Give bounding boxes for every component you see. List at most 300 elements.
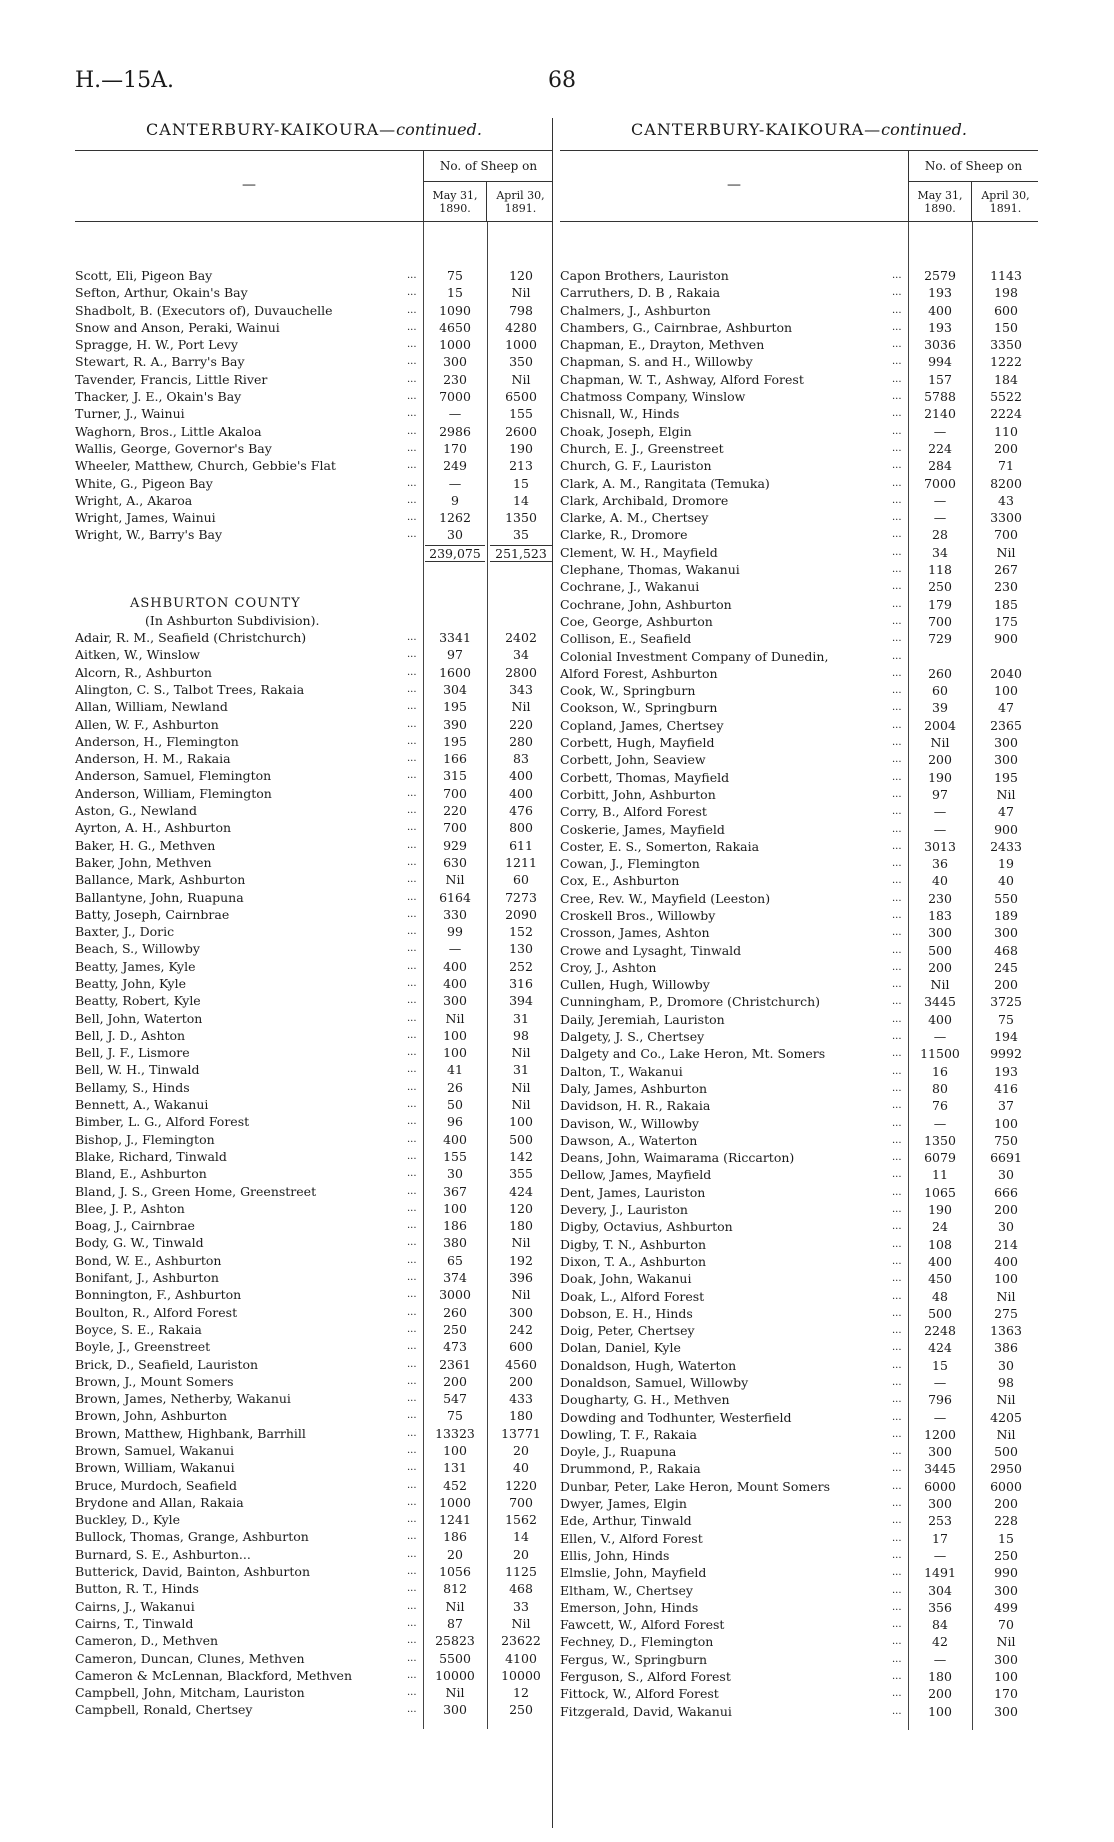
sheep-1891: Nil (511, 1287, 531, 1303)
sheep-1891: 386 (994, 1340, 1018, 1356)
table-row (560, 1115, 1038, 1132)
sheep-1891: 6000 (990, 1478, 1022, 1494)
sheep-1890: 400 (443, 958, 467, 974)
sheep-1891: 424 (509, 1183, 533, 1199)
table-row (560, 1305, 1038, 1322)
sheep-1890: 97 (932, 786, 948, 802)
leader-dots: ... (407, 321, 417, 333)
leader-dots: ... (892, 1428, 902, 1440)
sheep-1890: 28 (932, 527, 948, 543)
sheep-1890: 4650 (439, 319, 471, 335)
leader-dots: ... (892, 979, 902, 991)
entry-name: Fawcett, W., Alford Forest (560, 1617, 725, 1633)
leader-dots: ... (407, 926, 417, 938)
leader-dots: ... (407, 1548, 417, 1560)
table-row (560, 648, 1038, 665)
sheep-1890: 20 (447, 1546, 463, 1562)
leader-dots: ... (407, 787, 417, 799)
sheep-1891: 150 (994, 319, 1018, 335)
leader-dots: ... (892, 1549, 902, 1561)
table-row (75, 405, 553, 422)
sheep-1890: 994 (928, 354, 952, 370)
leader-dots: ... (407, 339, 417, 351)
leader-dots: ... (407, 494, 417, 506)
sheep-1891: 9992 (990, 1046, 1022, 1062)
table-row (75, 716, 553, 733)
entry-name: Dobson, E. H., Hinds (560, 1305, 693, 1321)
table-row (560, 1339, 1038, 1356)
sheep-1890: 7000 (439, 389, 471, 405)
table-row (75, 923, 553, 940)
sheep-1890: 315 (443, 768, 467, 784)
sheep-1890: — (933, 1547, 947, 1563)
table-row (75, 1044, 553, 1061)
sheep-1891: 611 (509, 837, 533, 853)
sheep-1891: 4280 (505, 319, 537, 335)
entry-name: Ferguson, S., Alford Forest (560, 1669, 731, 1685)
sheep-1890: 180 (928, 1669, 952, 1685)
table-row (560, 302, 1038, 319)
entry-name: Cameron, Duncan, Clunes, Methven (75, 1650, 305, 1666)
entry-name: Church, G. F., Lauriston (560, 458, 712, 474)
entry-name: Bell, J. D., Ashton (75, 1027, 186, 1043)
leader-dots: ... (892, 512, 902, 524)
sheep-1891: 83 (513, 751, 529, 767)
sheep-1891: 100 (994, 1669, 1018, 1685)
table-row (560, 475, 1038, 492)
table-row (75, 267, 553, 284)
sheep-1890: 186 (443, 1218, 467, 1234)
sheep-1891: 700 (994, 527, 1018, 543)
sheep-1890: 424 (928, 1340, 952, 1356)
table-row (75, 1131, 553, 1148)
table-row (560, 1288, 1038, 1305)
sheep-1891: 120 (509, 1200, 533, 1216)
sheep-1891: 98 (998, 1375, 1014, 1390)
table-row (75, 767, 553, 784)
table-row (560, 613, 1038, 630)
sheep-1890: 450 (928, 1271, 952, 1287)
sheep-1890: 80 (932, 1080, 948, 1096)
table-row (560, 993, 1038, 1010)
sheep-1890: 155 (443, 1148, 467, 1164)
sheep-1891: 750 (994, 1132, 1018, 1148)
table-row (560, 1218, 1038, 1235)
entry-name: Clark, A. M., Rangitata (Temuka) (560, 475, 770, 491)
table-row (75, 1580, 553, 1597)
sheep-1890: 200 (928, 959, 952, 975)
table-row (75, 388, 553, 405)
sheep-1890: 547 (443, 1391, 467, 1407)
leader-dots: ... (407, 735, 417, 747)
leader-dots: ... (407, 701, 417, 713)
sheep-1891: 31 (513, 1062, 529, 1078)
table-row (75, 940, 553, 957)
leader-dots: ... (892, 1601, 902, 1613)
entry-name: Baker, H. G., Methven (75, 837, 216, 853)
leader-dots: ... (407, 460, 417, 472)
sheep-1890: Nil (930, 977, 950, 993)
sheep-1890: 260 (443, 1304, 467, 1320)
table-row (560, 319, 1038, 336)
sheep-1890: 84 (932, 1617, 948, 1633)
sheep-1891: 2090 (505, 906, 537, 922)
sheep-1891: 15 (513, 475, 529, 491)
sheep-1890: 1491 (924, 1565, 956, 1581)
leader-dots: ... (892, 581, 902, 593)
entry-name: Cookson, W., Springburn (560, 700, 718, 716)
sheep-1891: 100 (994, 1115, 1018, 1131)
sheep-1890: 230 (928, 890, 952, 906)
leader-dots: ... (407, 649, 417, 661)
leader-dots: ... (407, 943, 417, 955)
entry-name: Allen, W. F., Ashburton (75, 716, 219, 732)
leader-dots: ... (407, 1047, 417, 1059)
sheep-1891: Nil (996, 1392, 1016, 1408)
table-row (560, 976, 1038, 993)
sheep-1890: 97 (447, 647, 463, 663)
leader-dots: ... (407, 529, 417, 541)
sheep-1890: 3013 (924, 838, 956, 854)
sheep-1890: 65 (447, 1252, 463, 1268)
sheep-1891: 666 (994, 1184, 1018, 1200)
sheep-1891: 2800 (505, 664, 537, 680)
sheep-1890: 300 (443, 993, 467, 1009)
entry-name: Cochrane, John, Ashburton (560, 596, 732, 612)
entry-name: Dalton, T., Wakanui (560, 1063, 683, 1079)
leader-dots: ... (892, 1031, 902, 1043)
table-row (560, 1236, 1038, 1253)
col-may-1890: May 31, 1890. (423, 181, 487, 221)
entry-name: Clarke, R., Dromore (560, 527, 688, 543)
sheep-1891: 195 (994, 769, 1018, 785)
table-row (75, 1667, 553, 1684)
sheep-1890: — (933, 423, 947, 439)
leader-dots: ... (892, 287, 902, 299)
table-row (560, 821, 1038, 838)
table-row (560, 1097, 1038, 1114)
leader-dots: ... (892, 1567, 902, 1579)
leader-dots: ... (892, 1048, 902, 1060)
sheep-1891: 15 (998, 1530, 1014, 1546)
entry-name: Corbitt, John, Ashburton (560, 786, 716, 802)
leader-dots: ... (407, 1704, 417, 1716)
sheep-1891: 1220 (505, 1477, 537, 1493)
entry-name: Crosson, James, Ashton (560, 925, 710, 941)
sheep-1890: 500 (928, 942, 952, 958)
sheep-1890: 380 (443, 1235, 467, 1251)
sheep-1891: 100 (509, 1114, 533, 1130)
sheep-1890: 300 (928, 1496, 952, 1512)
sheep-1891: 193 (994, 1063, 1018, 1079)
table-row (560, 353, 1038, 370)
sheep-1890: 15 (447, 285, 463, 301)
leader-dots: ... (892, 719, 902, 731)
table-row (75, 1459, 553, 1476)
table-row (75, 1338, 553, 1355)
leader-dots: ... (407, 1687, 417, 1699)
entry-name: Davison, W., Willowby (560, 1115, 699, 1131)
leader-dots: ... (892, 944, 902, 956)
entry-name: Devery, J., Lauriston (560, 1202, 688, 1218)
sheep-1890: — (933, 1029, 947, 1045)
leader-dots: ... (892, 737, 902, 749)
leader-dots: ... (407, 632, 417, 644)
sheep-1891: 40 (513, 1460, 529, 1476)
sheep-1890: 190 (928, 769, 952, 785)
table-row (560, 544, 1038, 561)
sheep-1891: 33 (513, 1598, 529, 1614)
sheep-1891: Nil (511, 1615, 531, 1631)
table-row (75, 353, 553, 370)
table-row (560, 907, 1038, 924)
sheep-1891: 267 (994, 562, 1018, 578)
sheep-1890: 2986 (439, 423, 471, 439)
sheep-1891: 34 (513, 647, 529, 663)
leader-dots: ... (892, 1480, 902, 1492)
entry-name: Bennett, A., Wakanui (75, 1097, 209, 1113)
sheep-1891: 1125 (505, 1564, 537, 1580)
entry-name: Carruthers, D. B , Rakaia (560, 285, 721, 301)
table-row (560, 1184, 1038, 1201)
table-row (560, 457, 1038, 474)
entry-name: Coskerie, James, Mayfield (560, 821, 725, 837)
leader-dots: ... (892, 840, 902, 852)
sheep-1891: 110 (994, 423, 1018, 439)
entry-name: Dowding and Todhunter, Westerfield (560, 1409, 792, 1425)
entry-name: Brown, J., Mount Somers (75, 1373, 234, 1389)
entry-name: Doak, L., Alford Forest (560, 1288, 705, 1304)
total-row (75, 544, 553, 561)
sheep-1891: 213 (509, 458, 533, 474)
sheep-1890: 400 (443, 1131, 467, 1147)
leader-dots: ... (407, 408, 417, 420)
entry-name: Dent, James, Lauriston (560, 1184, 706, 1200)
leader-dots: ... (892, 1359, 902, 1371)
leader-dots: ... (407, 1566, 417, 1578)
table-row (75, 975, 553, 992)
entry-name: Boyce, S. E., Rakaia (75, 1321, 202, 1337)
sheep-1891: 12 (513, 1685, 529, 1701)
table-row (560, 1478, 1038, 1495)
entry-name: Body, G. W., Tinwald (75, 1235, 204, 1251)
sheep-1891: 550 (994, 890, 1018, 906)
sheep-1891: 100 (994, 683, 1018, 699)
sheep-1891: 416 (994, 1080, 1018, 1096)
entry-name: Chatmoss Company, Winslow (560, 389, 746, 405)
leader-dots: ... (407, 1427, 417, 1439)
table-row (560, 751, 1038, 768)
sheep-1890: 253 (928, 1513, 952, 1529)
entry-name: Bland, E., Ashburton (75, 1166, 207, 1182)
entry-name: Adair, R. M., Seafield (Christchurch) (75, 630, 307, 646)
table-row (75, 319, 553, 336)
leader-dots: ... (892, 806, 902, 818)
sheep-1890: 11500 (920, 1046, 960, 1062)
sheep-1890: 230 (443, 371, 467, 387)
entry-name: Brick, D., Seafield, Lauriston (75, 1356, 259, 1372)
leader-dots: ... (892, 875, 902, 887)
col-april-1891: April 30, 1891. (981, 189, 1030, 215)
leader-dots: ... (407, 805, 417, 817)
sheep-1891: Nil (511, 1097, 531, 1113)
sheep-1890: 500 (928, 1305, 952, 1321)
entry-name: Crowe and Lysaght, Tinwald (560, 942, 742, 958)
entry-name: Brown, Samuel, Wakanui (75, 1443, 234, 1458)
entry-name: Croy, J., Ashton (560, 959, 657, 975)
entry-name: Chapman, E., Drayton, Methven (560, 337, 765, 353)
table-row (75, 1477, 553, 1494)
leader-dots: ... (892, 1636, 902, 1648)
leader-dots: ... (892, 339, 902, 351)
leader-dots: ... (407, 1168, 417, 1180)
sheep-1890: 75 (447, 268, 463, 283)
sheep-1891: 6691 (990, 1150, 1022, 1166)
leader-dots: ... (892, 1584, 902, 1596)
sheep-1890: 250 (443, 1321, 467, 1337)
sheep-1891: 245 (994, 959, 1018, 975)
sheep-1890: 76 (932, 1098, 948, 1114)
entry-name: Cairns, T., Tinwald (75, 1615, 194, 1631)
entry-name: Bell, W. H., Tinwald (75, 1062, 200, 1078)
entry-name: Cunningham, P., Dromore (Christchurch) (560, 994, 821, 1010)
sheep-1891: 343 (509, 681, 533, 697)
table-row (560, 1495, 1038, 1512)
sheep-1891: 396 (509, 1270, 533, 1286)
entry-name: Burnard, S. E., Ashburton... (75, 1546, 251, 1562)
sheep-1891: 4560 (505, 1356, 537, 1372)
table-row (560, 838, 1038, 855)
sheep-1890: 24 (932, 1219, 948, 1235)
entry-name: Butterick, David, Bainton, Ashburton (75, 1564, 311, 1580)
sheep-1891: 300 (994, 752, 1018, 768)
sheep-1890: 729 (928, 631, 952, 647)
sheep-1891: 900 (994, 821, 1018, 837)
sheep-1890: 200 (928, 752, 952, 768)
sheep-1890: 3445 (924, 1461, 956, 1477)
table-row (560, 1374, 1038, 1391)
leader-dots: ... (407, 304, 417, 316)
sheep-1890: Nil (445, 1598, 465, 1614)
sheep-1890: — (933, 804, 947, 820)
leader-dots: ... (407, 839, 417, 851)
leader-dots: ... (892, 460, 902, 472)
entry-name: Snow and Anson, Peraki, Wainui (75, 319, 280, 335)
leader-dots: ... (892, 788, 902, 800)
sheep-1890: 13323 (435, 1425, 475, 1441)
leader-dots: ... (407, 1652, 417, 1664)
sheep-1891: 200 (509, 1373, 533, 1389)
entry-name: Doak, John, Wakanui (560, 1271, 692, 1287)
table-row (560, 717, 1038, 734)
leader-dots: ... (892, 650, 902, 662)
entry-name: Elmslie, John, Mayfield (560, 1565, 707, 1581)
sheep-1891: 30 (998, 1357, 1014, 1373)
entry-name: Baxter, J., Doric (75, 924, 175, 940)
sheep-1891: 189 (994, 907, 1018, 923)
entry-name: Corbett, John, Seaview (560, 752, 706, 768)
sheep-1890: 16 (932, 1063, 948, 1079)
entry-name: Brown, William, Wakanui (75, 1460, 235, 1476)
sheep-1890: 304 (443, 681, 467, 697)
leader-dots: ... (407, 753, 417, 765)
right-column-title: CANTERBURY-KAIKOURA—continued. (631, 120, 967, 139)
table-row (560, 1668, 1038, 1685)
sheep-1891: 2950 (990, 1461, 1022, 1477)
sheep-1890: 2140 (924, 406, 956, 422)
entry-name: Bullock, Thomas, Grange, Ashburton (75, 1529, 309, 1545)
sheep-1891: 900 (994, 631, 1018, 647)
table-row (75, 1546, 553, 1563)
leader-dots: ... (407, 1600, 417, 1612)
sheep-1891: 14 (513, 492, 529, 508)
sheep-1891: 500 (994, 1444, 1018, 1460)
table-row (560, 371, 1038, 388)
entry-name: Daly, James, Ashburton (560, 1080, 708, 1096)
sheep-1891: 142 (509, 1148, 533, 1164)
table-row (560, 1633, 1038, 1650)
leader-dots: ... (407, 270, 417, 281)
sheep-1891: 20 (513, 1546, 529, 1562)
sheep-1891: 120 (509, 268, 533, 283)
sheep-1891: 251,523 (490, 545, 552, 562)
sheep-1890: 193 (928, 319, 952, 335)
sheep-1891: Nil (511, 1235, 531, 1251)
sheep-1891: 1211 (505, 854, 537, 870)
sheep-1890: 812 (443, 1581, 467, 1597)
leader-dots: ... (892, 1394, 902, 1406)
table-row (560, 959, 1038, 976)
sheep-1890: 170 (443, 440, 467, 456)
leader-dots: ... (407, 891, 417, 903)
sheep-1890: 224 (928, 440, 952, 456)
sheep-1891: 71 (998, 458, 1014, 474)
sheep-1890: 75 (447, 1408, 463, 1424)
leader-dots: ... (892, 1186, 902, 1198)
table-row (560, 561, 1038, 578)
sheep-1891: Nil (996, 1426, 1016, 1442)
leader-dots: ... (892, 1238, 902, 1250)
sheep-1890: 367 (443, 1183, 467, 1199)
entry-name: Digby, Octavius, Ashburton (560, 1219, 733, 1235)
sheep-1891: 250 (509, 1702, 533, 1718)
table-row (75, 681, 553, 698)
entry-name: Dalgety and Co., Lake Heron, Mt. Somers (560, 1046, 826, 1062)
sheep-1890: 25823 (435, 1633, 475, 1649)
table-row (75, 750, 553, 767)
leader-dots: ... (892, 1065, 902, 1077)
sheep-1890: 96 (447, 1114, 463, 1130)
table-row (75, 1528, 553, 1545)
entry-name: Chapman, W. T., Ashway, Alford Forest (560, 371, 804, 387)
sheep-1891: 10000 (501, 1667, 541, 1683)
table-row (75, 1079, 553, 1096)
leader-dots: ... (892, 771, 902, 783)
entry-name: Aitken, W., Winslow (75, 647, 200, 663)
sheep-1890: 166 (443, 751, 467, 767)
sheep-1891: Nil (996, 1288, 1016, 1304)
sheep-1891: 3350 (990, 337, 1022, 353)
entry-name: Doyle, J., Ruapuna (560, 1444, 677, 1460)
leader-dots: ... (407, 683, 417, 695)
sheep-1891: 200 (994, 1202, 1018, 1218)
sheep-1891: 800 (509, 820, 533, 836)
leader-dots: ... (407, 1479, 417, 1491)
table-row (560, 1391, 1038, 1408)
sheep-1890: 300 (443, 354, 467, 370)
table-row (560, 405, 1038, 422)
leader-dots: ... (407, 1099, 417, 1111)
